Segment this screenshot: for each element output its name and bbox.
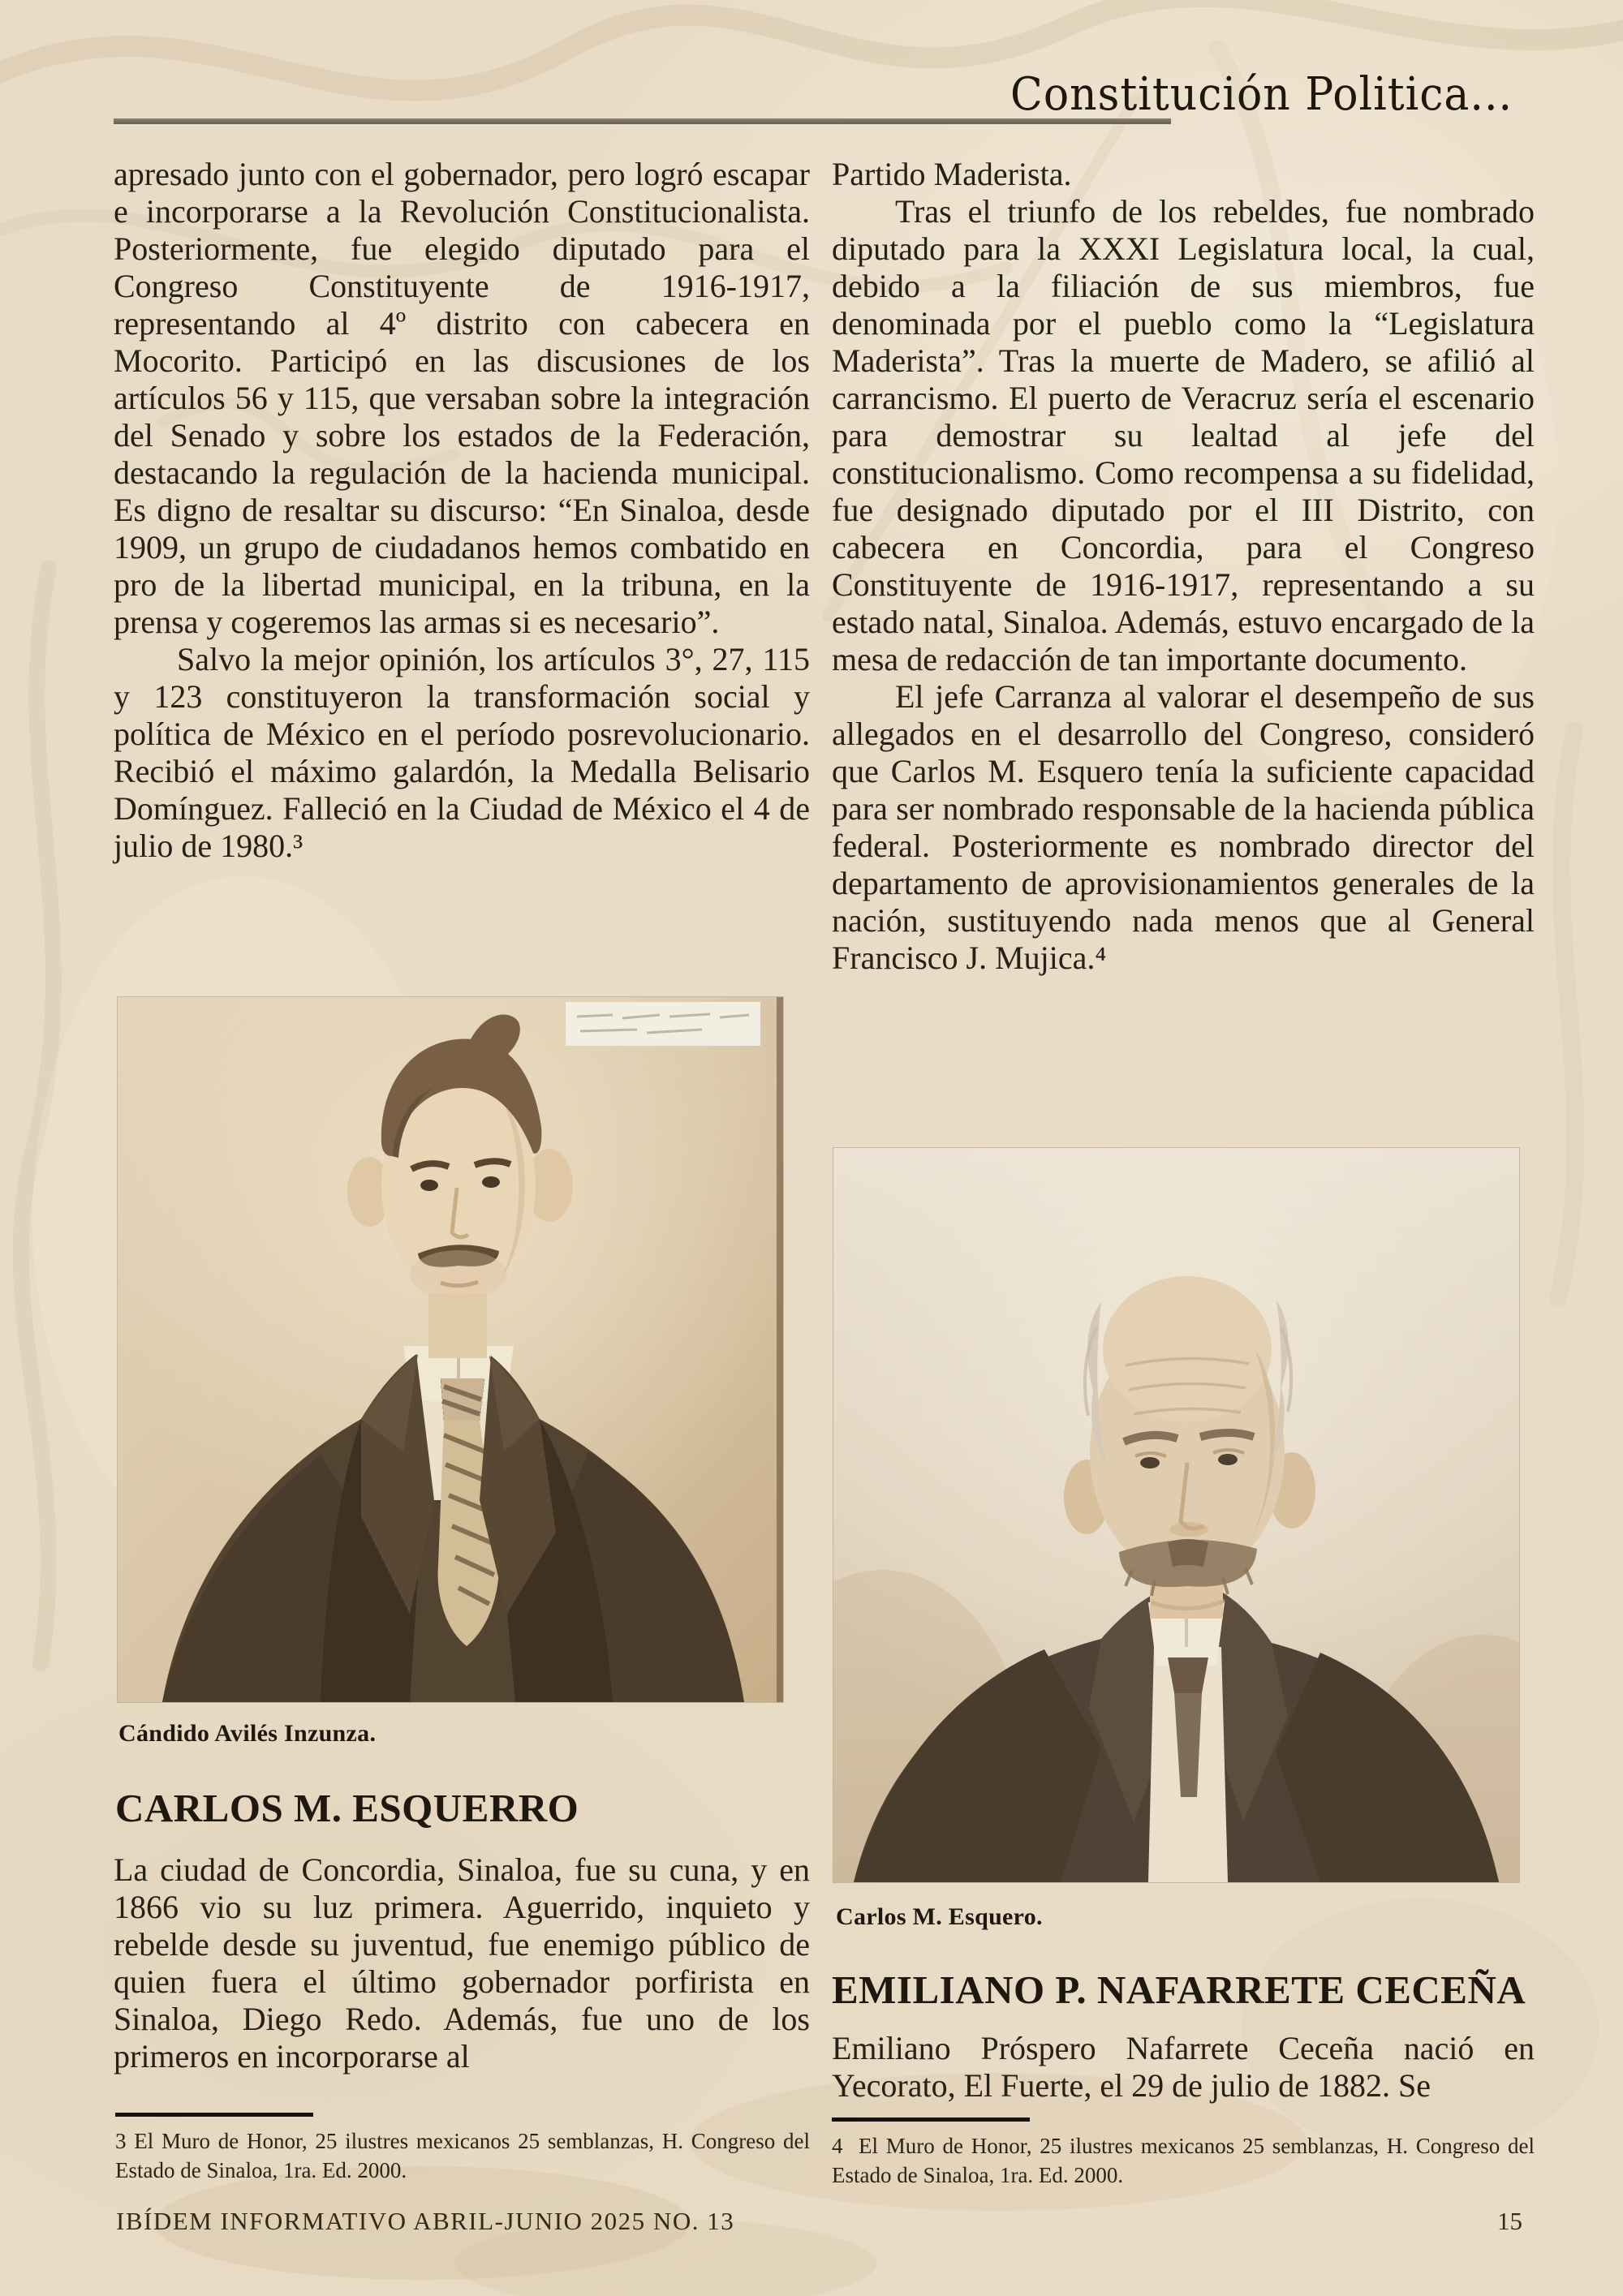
portrait-illustration-young-man: [118, 997, 783, 1702]
section-heading-emiliano-nafarrete: EMILIANO P. NAFARRETE CECEÑA: [832, 1967, 1526, 2012]
portrait-photo-candido-aviles: [118, 997, 783, 1702]
bio-paragraph-carlos-esquerro: La ciudad de Concordia, Sinaloa, fue su cuna, y en 1866 vio su luz primera. Aguerrido, inquieto y rebelde desde su juventud, fue enemigo público de quien fuera el último gobernador porfirista en Sinaloa, Diego Redo. Además, fue uno de los primeros en incorporarse al: [114, 1851, 810, 2075]
paragraph-continuation: apresado junto con el gobernador, pero logró escapar e incorporarse a la Revolución Constitucionalista. Posteriormente, fue elegido diputado para el Congreso Constituyente de 1916-1917, representando al 4º distrito con cabecera en Mocorito. Participó en las discusiones de los artículos 56 y 115, que versaban sobre la integración del Senado y sobre los estados de la Federación, destacando la regulación de la hacienda municipal. Es digno de resaltar su discurso: “En Sinaloa, desde 1909, un grupo de ciudadanos hemos combatido en pro de la libertad municipal, en la tribuna, en la prensa y cogeremos las armas si es necesario”.: [114, 156, 810, 640]
page-header-title: Constitución Politica...: [1010, 68, 1513, 121]
page-number: 15: [1497, 2207, 1522, 2235]
footnote-rule: [832, 2118, 1030, 2122]
footnote-rule: [115, 2113, 313, 2117]
footnote-text: 4 El Muro de Honor, 25 ilustres mexicanos 25 semblanzas, H. Congreso del Estado de Sinaloa, 1ra. Ed. 2000.: [832, 2134, 1535, 2187]
portrait-illustration-older-man: [833, 1148, 1519, 1882]
photo-caption-candido-aviles: Cándido Avilés Inzunza.: [118, 1720, 377, 1747]
right-column: [832, 156, 1535, 977]
paragraph: El jefe Carranza al valorar el desempeño de sus allegados en el desarrollo del Congreso, consideró que Carlos M. Esquero tenía la suficiente capacidad para ser nombrado responsable de la hacienda pública federal. Posteriormente es nombrado director del departamento de aprovisionamientos generales de la nación, sustituyendo nada menos que al General Francisco J. Mujica.⁴: [832, 678, 1535, 976]
photo-caption-carlos-esquero: Carlos M. Esquero.: [836, 1903, 1043, 1930]
footnote-text: 3 El Muro de Honor, 25 ilustres mexicanos 25 semblanzas, H. Congreso del Estado de Sinaloa, 1ra. Ed. 2000.: [115, 2129, 810, 2182]
footer-journal-line: IBÍDEM INFORMATIVO ABRIL-JUNIO 2025 NO. 13: [116, 2207, 735, 2235]
bio-paragraph-emiliano-nafarrete: Emiliano Próspero Nafarrete Ceceña nació en Yecorato, El Fuerte, el 29 de julio de 1882. Se: [832, 2030, 1535, 2104]
footnote-3: [115, 2113, 810, 2185]
section-heading-carlos-esquerro: CARLOS M. ESQUERRO: [115, 1786, 579, 1830]
paragraph-continuation: Partido Maderista.: [832, 156, 1072, 192]
portrait-photo-carlos-esquero: [833, 1148, 1519, 1882]
paragraph: Salvo la mejor opinión, los artículos 3°, 27, 115 y 123 constituyeron la transformación social y política de México en el período posrevolucionario. Recibió el máximo galardón, la Medalla Belisario Domínguez. Falleció en la Ciudad de México el 4 de julio de 1980.³: [114, 641, 810, 864]
left-column: [114, 156, 810, 865]
paragraph: Tras el triunfo de los rebeldes, fue nombrado diputado para la XXXI Legislatura local, la cual, debido a la filiación de sus miembros, fue denominada por el pueblo como la “Legislatura Maderista”. Tras la muerte de Madero, se afilió al carrancismo. El puerto de Veracruz sería el escenario para demostrar su lealtad al jefe del constitucionalismo. Como recompensa a su fidelidad, fue designado diputado por el III Distrito, con cabecera en Concordia, para el Congreso Constituyente de 1916-1917, representando a su estado natal, Sinaloa. Además, estuvo encargado de la mesa de redacción de tan importante documento.: [832, 193, 1535, 677]
footnote-4: [832, 2118, 1535, 2190]
